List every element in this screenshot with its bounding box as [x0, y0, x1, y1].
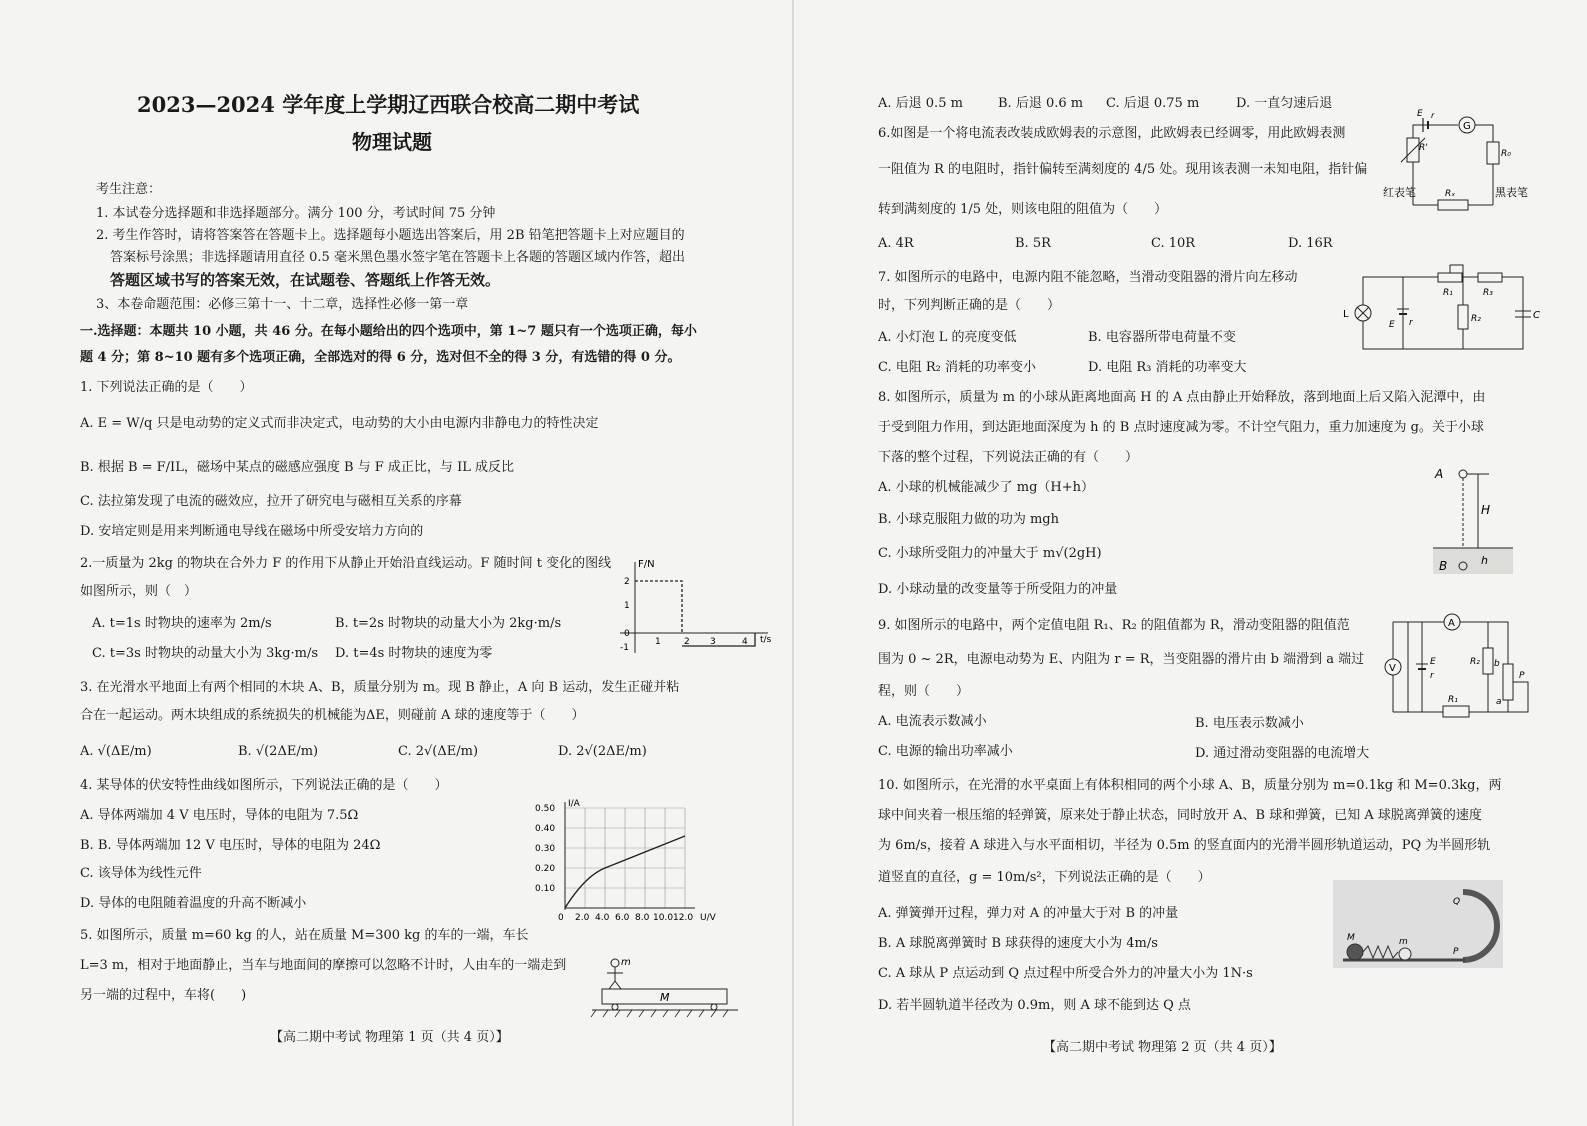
q8-option-d: D. 小球动量的改变量等于所受阻力的冲量	[878, 582, 1118, 597]
section-heading: 一.选择题：本题共 10 小题，共 46 分。在每小题给出的四个选项中，第 1~7 题只有一个选项正确，每小	[80, 324, 697, 339]
rheostat-R1	[1438, 273, 1462, 282]
notice-item: 1. 本试卷分选择题和非选择题部分。满分 100 分，考试时间 75 分钟	[96, 206, 496, 221]
label-r: r	[1430, 671, 1434, 681]
q7-circuit	[1343, 255, 1543, 355]
label-R2: R₂	[1471, 314, 1481, 324]
label-m: m	[621, 957, 631, 968]
y-tick: 2	[624, 577, 630, 587]
page-footer: 【高二期中考试 物理第 1 页（共 4 页）】	[270, 1030, 509, 1045]
q8-option-a: A. 小球的机械能减少了 mg（H+h）	[878, 480, 1095, 495]
grid	[565, 808, 685, 908]
q3-option-d: D. 2√(2ΔE/m)	[558, 744, 647, 759]
y-tick: 0.10	[535, 884, 556, 894]
q8-stem: 于受到阻力作用，到达距地面深度为 h 的 B 点时速度减为零。不计空气阻力，重力加速度为 g。关于小球	[878, 420, 1484, 435]
notice-heading: 考生注意：	[96, 182, 162, 197]
y-axis-label: F/N	[638, 559, 655, 570]
q6-stem: 一阻值为 R 的电阻时，指针偏转至满刻度的 4/5 处。现用该表测一未知电阻，指针偏	[878, 162, 1368, 177]
label-r: r	[1409, 318, 1413, 328]
label-R0: R₀	[1501, 149, 1511, 159]
label-E: E	[1430, 657, 1436, 667]
label-R3: R₃	[1483, 288, 1493, 298]
q7-option-d: D. 电阻 R₃ 消耗的功率变大	[1088, 360, 1247, 375]
resistor-R2	[1483, 648, 1493, 674]
notice-item: 2. 考生作答时，请将答案答在答题卡上。选择题每小题选出答案后，用 2B 铅笔把答题卡上对应题目的	[96, 228, 685, 243]
q1-option-b: B. 根据 B = F/IL，磁场中某点的磁感应强度 B 与 F 成正比，与 IL 成反比	[80, 460, 514, 475]
label-V: V	[1389, 663, 1396, 674]
q10-stem: 道竖直的直径，g = 10m/s²，下列说法正确的是（ ）	[878, 870, 1211, 885]
ball-at-A	[1459, 470, 1467, 478]
label-red-probe: 红表笔	[1383, 186, 1416, 199]
y-tick: 0.20	[535, 864, 556, 874]
ground-hatch	[591, 1010, 728, 1017]
q7-stem: 7. 如图所示的电路中，电源内阻不能忽略，当滑动变阻器的滑片向左移动	[878, 270, 1298, 285]
person-leg	[615, 981, 621, 989]
label-C: C	[1533, 310, 1540, 321]
x-tick: 0	[558, 913, 564, 923]
q4-option-c: C. 该导体为线性元件	[80, 866, 202, 881]
label-Rx: Rₓ	[1445, 189, 1456, 199]
x-tick: 4	[742, 637, 748, 647]
label-b: b	[1494, 659, 1500, 669]
resistor-R2	[1458, 305, 1468, 329]
q10-stem: 10. 如图所示，在光滑的水平桌面上有体积相同的两个小球 A、B，质量分别为 m=0.1kg 和 M=0.3kg，两	[878, 778, 1502, 793]
q2-force-time-graph	[610, 558, 780, 658]
label-h: h	[1481, 554, 1488, 567]
label-P: P	[1453, 947, 1459, 957]
q9-stem: 程，则（ ）	[878, 684, 970, 699]
q9-stem: 围为 0 ~ 2R，电源电动势为 E、内阻为 r = R，当变阻器的滑片由 b 端滑到 a 端过	[878, 652, 1365, 667]
q7-option-c: C. 电阻 R₂ 消耗的功率变小	[878, 360, 1037, 375]
q5-stem: 5. 如图所示，质量 m=60 kg 的人，站在质量 M=300 kg 的车的一端，车长	[80, 928, 529, 943]
ball-B	[1347, 944, 1363, 960]
label-R1: R₁	[1443, 288, 1453, 298]
q2-option-c: C. t=3s 时物块的动量大小为 3kg·m/s	[92, 646, 319, 661]
q8-falling-ball-figure	[1433, 462, 1523, 580]
q6-option-b: B. 5R	[1015, 236, 1051, 251]
q5-option-a: A. 后退 0.5 m	[878, 96, 963, 111]
x-tick: 10.0	[653, 913, 674, 923]
q9-stem: 9. 如图所示的电路中，两个定值电阻 R₁、R₂ 的阻值都为 R，滑动变阻器的阻值范	[878, 618, 1350, 633]
q2-stem: 2.一质量为 2kg 的物块在合外力 F 的作用下从静止开始沿直线运动。F 随时间 t 变化的图线	[80, 556, 612, 571]
y-axis-label: I/A	[568, 799, 580, 809]
cart-wheel	[612, 1004, 618, 1010]
q4-option-d: D. 导体的电阻随着温度的升高不断减小	[80, 896, 307, 911]
q10-option-b: B. A 球脱离弹簧时 B 球获得的速度大小为 4m/s	[878, 936, 1158, 951]
q9-option-c: C. 电源的输出功率减小	[878, 744, 1013, 759]
x-tick: 12.0	[673, 913, 694, 923]
page-footer: 【高二期中考试 物理第 2 页（共 4 页）】	[1043, 1040, 1282, 1055]
label-A: A	[1435, 467, 1444, 481]
label-a: a	[1496, 697, 1502, 707]
q3-option-c: C. 2√(ΔE/m)	[398, 744, 479, 759]
q8-stem: 下落的整个过程，下列说法正确的有（ ）	[878, 450, 1139, 465]
q6-ohmmeter-circuit	[1383, 110, 1543, 220]
subject-title: 物理试题	[352, 130, 432, 154]
resistor-R1	[1443, 706, 1469, 717]
q2-option-b: B. t=2s 时物块的动量大小为 2kg·m/s	[335, 616, 562, 631]
x-tick: 6.0	[615, 913, 630, 923]
wire	[1475, 125, 1493, 142]
q2-option-d: D. t=4s 时物块的速度为零	[335, 646, 493, 661]
label-B: B	[1439, 559, 1448, 573]
q4-option-a: A. 导体两端加 4 V 电压时，导体的电阻为 7.5Ω	[80, 808, 359, 823]
notice-item: 答案标号涂黑；非选择题请用直径 0.5 毫米黑色墨水签字笔在答题卡上各题的答题区域内作答，超出	[110, 250, 685, 265]
q1-option-d: D. 安培定则是用来判断通电导线在磁场中所受安培力方向的	[80, 524, 424, 539]
page-1	[0, 0, 793, 1126]
q3-stem: 合在一起运动。两木块组成的系统损失的机械能为ΔE，则碰前 A 球的速度等于（ ）	[80, 708, 585, 723]
x-tick: 3	[710, 637, 716, 647]
x-axis-label: U/V	[700, 913, 716, 923]
q1-option-c: C. 法拉第发现了电流的磁效应，拉开了研究电与磁相互关系的序幕	[80, 494, 462, 509]
exam-title: 2023—2024 学年度上学期辽西联合校高二期中考试	[137, 92, 640, 117]
q7-option-a: A. 小灯泡 L 的亮度变低	[878, 330, 1017, 345]
resistor-R3	[1478, 273, 1502, 282]
q9-option-b: B. 电压表示数减小	[1195, 716, 1304, 731]
q10-stem: 为 6m/s，接着 A 球进入与水平面相切，半径为 0.5m 的竖直面内的光滑半圆形轨道运动，PQ 为半圆形轨	[878, 838, 1491, 853]
q3-stem: 3. 在光滑水平地面上有两个相同的木块 A、B，质量分别为 m。现 B 静止，A 向 B 运动，发生正碰并粘	[80, 680, 680, 695]
label-E: E	[1389, 320, 1395, 330]
label-E: E	[1417, 109, 1423, 119]
q9-option-d: D. 通过滑动变阻器的电流增大	[1195, 746, 1370, 761]
q5-option-d: D. 一直匀速后退	[1236, 96, 1333, 111]
resistor-R0	[1487, 142, 1499, 164]
q5-cart-figure	[590, 955, 740, 1025]
q10-option-a: A. 弹簧弹开过程，弹力对 A 的冲量大于对 B 的冲量	[878, 906, 1179, 921]
q6-stem: 6.如图是一个将电流表改装成欧姆表的示意图，此欧姆表已经调零，用此欧姆表测	[878, 126, 1346, 141]
q4-iu-graph	[530, 798, 730, 928]
label-Rp: R'	[1419, 143, 1428, 153]
y-tick: 0	[624, 629, 630, 639]
person-leg	[609, 981, 615, 989]
ball-A	[1399, 948, 1411, 960]
label-Q: Q	[1453, 897, 1461, 907]
label-R1: R₁	[1448, 695, 1458, 705]
force-segment-positive	[635, 581, 682, 633]
wire	[1413, 125, 1423, 138]
notice-item: 3、本卷命题范围：必修三第十一、十二章，选择性必修一第一章	[96, 297, 469, 312]
q1-stem: 1. 下列说法正确的是（ ）	[80, 380, 253, 395]
y-tick: 0.50	[535, 804, 556, 814]
q8-stem: 8. 如图所示，质量为 m 的小球从距离地面高 H 的 A 点由静止开始释放，落到地面上后又陷入泥潭中，由	[878, 390, 1486, 405]
q9-circuit	[1388, 612, 1548, 722]
q5-option-b: B. 后退 0.6 m	[998, 96, 1084, 111]
y-tick: 1	[624, 601, 630, 611]
q8-option-b: B. 小球克服阻力做的功为 mgh	[878, 512, 1059, 527]
x-tick: 2.0	[575, 913, 590, 923]
page-2	[793, 0, 1587, 1126]
q10-option-d: D. 若半圆轨道半径改为 0.9m，则 A 球不能到达 Q 点	[878, 998, 1191, 1013]
q7-option-b: B. 电容器所带电荷量不变	[1088, 330, 1236, 345]
rheostat	[1503, 664, 1513, 700]
label-P: P	[1519, 671, 1525, 681]
y-tick: 0.30	[535, 844, 556, 854]
x-tick: 4.0	[595, 913, 610, 923]
q8-option-c: C. 小球所受阻力的冲量大于 m√(2gH)	[878, 546, 1102, 561]
q6-option-d: D. 16R	[1288, 236, 1333, 251]
label-M: M	[1347, 933, 1355, 943]
q7-stem: 时，下列判断正确的是（ ）	[878, 298, 1061, 313]
q5-stem: L=3 m，相对于地面静止，当车与地面间的摩擦可以忽略不计时，人由车的一端走到	[80, 958, 567, 973]
label-r: r	[1431, 111, 1435, 120]
q9-option-a: A. 电流表示数减小	[878, 714, 987, 729]
x-tick: 8.0	[635, 913, 650, 923]
q10-option-c: C. A 球从 P 点运动到 Q 点过程中所受合外力的冲量大小为 1N·s	[878, 966, 1253, 981]
q1-option-a: A. E = W/q 只是电动势的定义式而非决定式，电动势的大小由电源内非静电力的特性决定	[80, 416, 599, 431]
label-R2: R₂	[1470, 657, 1480, 667]
y-tick: -1	[620, 643, 629, 653]
label-black-probe: 黑表笔	[1495, 186, 1528, 199]
x-tick: 2	[684, 637, 690, 647]
x-tick: 1	[655, 637, 661, 647]
y-tick: 0.40	[535, 824, 556, 834]
q6-stem: 转到满刻度的 1/5 处，则该电阻的阻值为（ ）	[878, 202, 1168, 217]
section-heading: 题 4 分；第 8~10 题有多个选项正确，全部选对的得 6 分，选对但不全的得 3 分，有选错的得 0 分。	[80, 350, 681, 365]
label-H: H	[1481, 503, 1491, 517]
x-axis-label: t/s	[760, 635, 772, 645]
label-m: m	[1399, 937, 1408, 947]
label-L: L	[1343, 309, 1349, 320]
label-M: M	[660, 991, 670, 1004]
q3-option-b: B. √(2ΔE/m)	[238, 744, 319, 759]
notice-item: 答题区域书写的答案无效，在试题卷、答题纸上作答无效。	[110, 271, 501, 289]
person-head	[611, 959, 619, 967]
label-G: G	[1463, 121, 1471, 132]
q4-option-b: B. B. 导体两端加 12 V 电压时，导体的电阻为 24Ω	[80, 838, 381, 853]
q6-option-a: A. 4R	[878, 236, 914, 251]
q5-stem: 另一端的过程中，车将( )	[80, 988, 247, 1003]
q2-option-a: A. t=1s 时物块的速率为 2m/s	[92, 616, 272, 631]
q3-option-a: A. √(ΔE/m)	[80, 744, 152, 759]
q10-spring-track-figure	[1333, 880, 1513, 970]
q4-stem: 4. 某导体的伏安特性曲线如图所示，下列说法正确的是（ ）	[80, 778, 448, 793]
resistor-Rx	[1438, 200, 1468, 210]
q10-stem: 球中间夹着一根压缩的轻弹簧，原来处于静止状态，同时放开 A、B 球和弹簧，已知 A 球脱离弹簧的速度	[878, 808, 1482, 823]
q6-option-c: C. 10R	[1151, 236, 1196, 251]
q5-option-c: C. 后退 0.75 m	[1106, 96, 1200, 111]
cart-wheel	[711, 1004, 717, 1010]
label-A: A	[1448, 618, 1455, 629]
q2-stem: 如图所示，则（ ）	[80, 584, 198, 599]
